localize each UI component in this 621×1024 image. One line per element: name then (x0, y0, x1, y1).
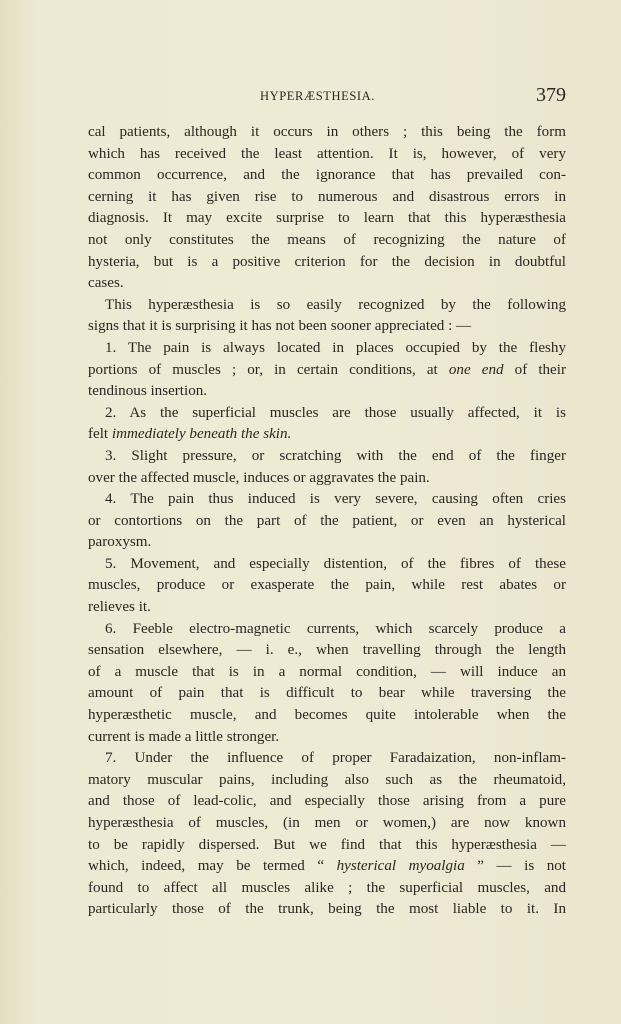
text-line: amount of pain that is difficult to bear while traversing the (88, 685, 566, 702)
text-line: common occurrence, and the ignorance that has prevailed con- (88, 167, 566, 184)
text-line: current is made a little stronger. (88, 728, 280, 745)
text-line: muscles, produce or exasperate the pain, while rest abates or (88, 577, 566, 594)
text-line: which has received the least attention. It is, however, of very (88, 145, 566, 162)
text-line (88, 856, 566, 878)
text-run: ” — is not (464, 858, 566, 875)
italic-run: hysterical myoalgia (336, 858, 465, 875)
text-line: diagnosis. It may excite surprise to learn that this hyperæsthesia (88, 210, 566, 227)
text-line: and those of lead-colic, and especially those arising from a pure (88, 793, 566, 810)
running-head: HYPERÆSTHESIA. (260, 89, 376, 103)
text-line: or contortions on the part of the patient, or even an hysterical (88, 512, 566, 529)
page-number: 379 (536, 84, 566, 106)
text-run: portions of muscles ; or, in certain conditions, at (88, 361, 449, 378)
text-line: 6. Feeble electro-magnetic currents, which scarcely produce a (105, 620, 566, 637)
text-line: 1. The pain is always located in places occupied by the fleshy (105, 339, 566, 356)
text-run: felt (88, 426, 112, 443)
text-line: of a muscle that is in a normal condition, — will induce an (88, 663, 566, 680)
text-line (88, 424, 566, 446)
text-line: 5. Movement, and especially distention, of the fibres of these (105, 555, 566, 572)
text-line: hyperæsthetic muscle, and becomes quite intolerable when the (88, 707, 566, 724)
text-line: sensation elsewhere, — i. e., when travelling through the length (88, 642, 566, 659)
text-line: This hyperæsthesia is so easily recognized by the following (105, 296, 566, 313)
text-line: paroxysm. (88, 534, 152, 551)
text-line: relieves it. (88, 599, 151, 616)
text-line: matory muscular pains, including also such as the rheumatoid, (88, 771, 566, 788)
text-line: cases. (88, 275, 124, 292)
text-line: 4. The pain thus induced is very severe, causing often cries (105, 491, 566, 508)
text-line: signs that it is surprising it has not been sooner appreciated : — (88, 318, 472, 335)
text-line: 3. Slight pressure, or scratching with the end of the finger (105, 447, 566, 464)
text-line: cerning it has given rise to numerous and disastrous errors in (88, 188, 566, 205)
body-text (88, 122, 566, 921)
text-line: hysteria, but is a positive criterion for the decision in doubtful (88, 253, 566, 270)
text-line: 2. As the superficial muscles are those usually affected, it is (105, 404, 566, 421)
text-line: particularly those of the trunk, being the most liable to it. In (88, 901, 566, 918)
text-line: cal patients, although it occurs in others ; this being the form (88, 124, 566, 140)
italic-run: immediately beneath the skin. (111, 426, 292, 443)
italic-run: one end (448, 361, 504, 378)
text-line: hyperæsthesia of muscles, (in men or women,) are now known (88, 815, 566, 831)
text-line: to be rapidly dispersed. But we find that this hyperæsthesia — (88, 836, 566, 853)
text-run: which, indeed, may be termed “ (88, 858, 337, 875)
text-line: tendinous insertion. (88, 383, 208, 400)
text-line: not only constitutes the means of recognizing the nature of (88, 231, 566, 248)
text-line (88, 360, 566, 382)
text-line: found to affect all muscles alike ; the superficial muscles, and (88, 879, 566, 896)
page-header (88, 84, 566, 110)
text-line: over the affected muscle, induces or aggravates the pain. (88, 469, 430, 486)
text-run: of their (503, 361, 566, 378)
text-line: 7. Under the influence of proper Faradaization, non-inflam- (105, 750, 566, 767)
